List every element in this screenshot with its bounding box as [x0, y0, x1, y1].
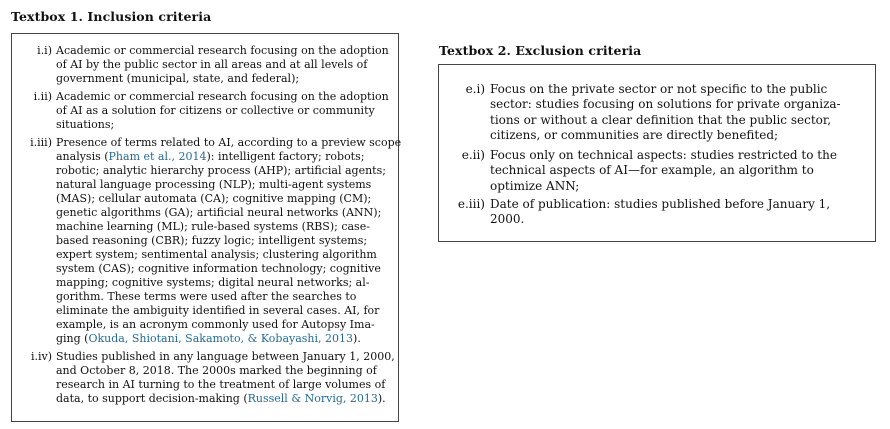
text-line: mapping; cognitive systems; digital neural networks; al- — [56, 276, 370, 289]
text-line: natural language processing (NLP); multi-agent systems — [56, 178, 372, 191]
text-line: Focus only on technical aspects: studies restricted to the — [490, 148, 837, 162]
item-label: e.i) — [465, 82, 485, 96]
item-text — [56, 90, 389, 132]
cite-post: ). — [353, 332, 361, 345]
item-label: i.iii) — [30, 136, 52, 149]
text-line — [56, 392, 386, 406]
item-label: i.i) — [37, 44, 52, 57]
text-line: robotic; analytic hierarchy process (AHP); artificial agents; — [56, 164, 386, 177]
citation-link[interactable]: Russell & Norvig, 2013 — [247, 392, 378, 405]
cite-post: ): intelligent factory; robots; — [206, 150, 365, 163]
text-line: genetic algorithms (GA); artificial neural networks (ANN); — [56, 206, 382, 219]
text-line: 2000. — [490, 212, 525, 227]
text-line: citizens, or communities are directly benefited; — [490, 128, 779, 143]
text-line — [56, 332, 386, 346]
text-line: sector: studies focusing on solutions for private organiza- — [490, 97, 841, 112]
item-text — [56, 136, 402, 346]
text-line: machine learning (ML); rule-based systems (RBS); case- — [56, 220, 370, 233]
text-line: example, is an acronym commonly used for Autopsy Ima- — [56, 318, 375, 331]
text-line: (MAS); cellular automata (CA); cognitive mapping (CM); — [56, 192, 372, 205]
item-text — [56, 44, 389, 86]
exclusion-title: Textbox 2. Exclusion criteria — [439, 43, 642, 58]
item-text — [490, 197, 862, 228]
item-label: i.iv) — [30, 350, 52, 363]
citation-link[interactable]: Okuda, Shiotani, Sakamoto, & Kobayashi, 2013 — [88, 332, 354, 345]
text-line: research in AI turning to the treatment of large volumes of — [56, 378, 386, 391]
text-line: Focus on the private sector or not specific to the public — [490, 82, 828, 96]
item-text — [56, 350, 395, 406]
text-line: Academic or commercial research focusing on the adoption — [56, 90, 389, 103]
item-label: i.ii) — [33, 90, 52, 103]
item-label: e.ii) — [461, 148, 485, 162]
text-line: system (CAS); cognitive information technology; cognitive — [56, 262, 381, 275]
text-line — [56, 150, 386, 164]
text-line: of AI by the public sector in all areas and at all levels of — [56, 58, 368, 71]
text-line: of AI as a solution for citizens or collective or community — [56, 104, 375, 117]
text-line: based reasoning (CBR); fuzzy logic; intelligent systems; — [56, 234, 368, 247]
inclusion-box — [11, 33, 402, 422]
text-line: tions or without a clear definition that the public sector, — [490, 112, 832, 127]
text-line: Studies published in any language between January 1, 2000, — [56, 350, 395, 363]
text-line: and October 8, 2018. The 2000s marked the beginning of — [56, 364, 377, 377]
cite-post: ). — [377, 392, 386, 405]
inclusion-title: Textbox 1. Inclusion criteria — [11, 9, 212, 24]
text-line: expert system; sentimental analysis; clustering algorithm — [56, 248, 377, 261]
cite-pre: analysis ( — [56, 150, 109, 163]
citation-link[interactable]: Pham et al., 2014 — [108, 150, 207, 163]
text-line: Presence of terms related to AI, according to a preview scope — [56, 136, 402, 149]
text-line: Date of publication: studies published before January 1, — [490, 197, 831, 211]
exclusion-box — [438, 64, 876, 242]
text-line: technical aspects of AI—for example, an algorithm to — [490, 163, 814, 178]
text-line: optimize ANN; — [490, 178, 580, 193]
item-text — [490, 148, 862, 194]
text-line: Academic or commercial research focusing on the adoption — [56, 44, 389, 57]
cite-pre: data, to support decision-making ( — [56, 392, 248, 405]
item-label: e.iii) — [457, 197, 485, 211]
cite-pre: ging ( — [56, 332, 89, 345]
text-line: situations; — [56, 118, 115, 131]
text-line: gorithm. These terms were used after the searches to — [56, 290, 357, 303]
text-line: eliminate the ambiguity identified in several cases. AI, for — [56, 304, 380, 317]
item-text — [490, 82, 862, 144]
text-line: government (municipal, state, and federal); — [56, 72, 300, 85]
